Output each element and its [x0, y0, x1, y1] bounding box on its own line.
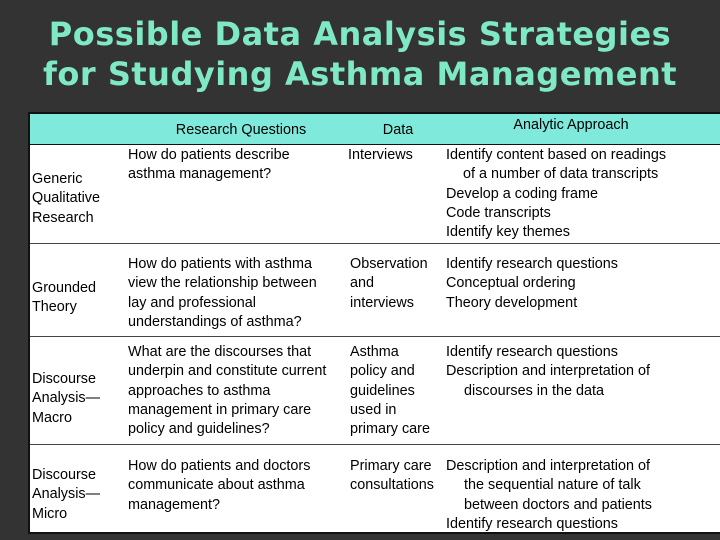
row-question-grounded-theory: How do patients with asthma view the relationship between lay and professional understandings of asthma?: [128, 256, 317, 330]
row-data-discourse-macro: Asthma policy and guidelines used in primary care: [350, 344, 430, 438]
row-name-grounded-theory: Grounded Theory: [32, 280, 97, 316]
row-name-generic-qualitative: Generic Qualitative Research: [32, 171, 100, 226]
title-line-2: for Studying Asthma Management: [42, 55, 678, 93]
row-data-grounded-theory: Observation and interviews: [350, 256, 428, 311]
row-divider: [30, 336, 720, 337]
strategies-table: [28, 112, 720, 534]
row-data-generic-qualitative: Interviews: [348, 147, 413, 163]
title-line-1: Possible Data Analysis Strategies: [48, 15, 672, 53]
header-analytic-approach: Analytic Approach: [513, 117, 629, 133]
row-approach-discourse-macro: Identify research questions Description and interpretation of discourses in the data: [446, 344, 650, 399]
table-header-row: [30, 114, 720, 145]
header-data: Data: [382, 122, 414, 138]
row-question-discourse-micro: How do patients and doctors communicate about asthma management?: [128, 458, 311, 513]
row-name-discourse-micro: Discourse Analysis— Micro: [32, 467, 100, 522]
row-question-discourse-macro: What are the discourses that underpin and constitute current approaches to asthma management in primary care policy and guidelines?: [128, 344, 327, 438]
row-name-discourse-macro: Discourse Analysis— Macro: [32, 371, 100, 426]
row-data-discourse-micro: Primary care consultations: [350, 458, 434, 494]
header-research-questions: Research Questions: [175, 122, 307, 138]
row-approach-generic-qualitative: Identify content based on readings of a number of data transcripts Develop a coding frame Code transcripts Identify key themes: [446, 147, 667, 241]
row-divider: [30, 444, 720, 445]
row-approach-discourse-micro: Description and interpretation of the sequential nature of talk between doctors and patients Identify research questions: [446, 458, 653, 532]
slide-title: [0, 14, 720, 94]
row-question-generic-qualitative: How do patients describe asthma management?: [128, 147, 290, 183]
row-approach-grounded-theory: Identify research questions Conceptual ordering Theory development: [446, 256, 618, 311]
row-divider: [30, 243, 720, 244]
